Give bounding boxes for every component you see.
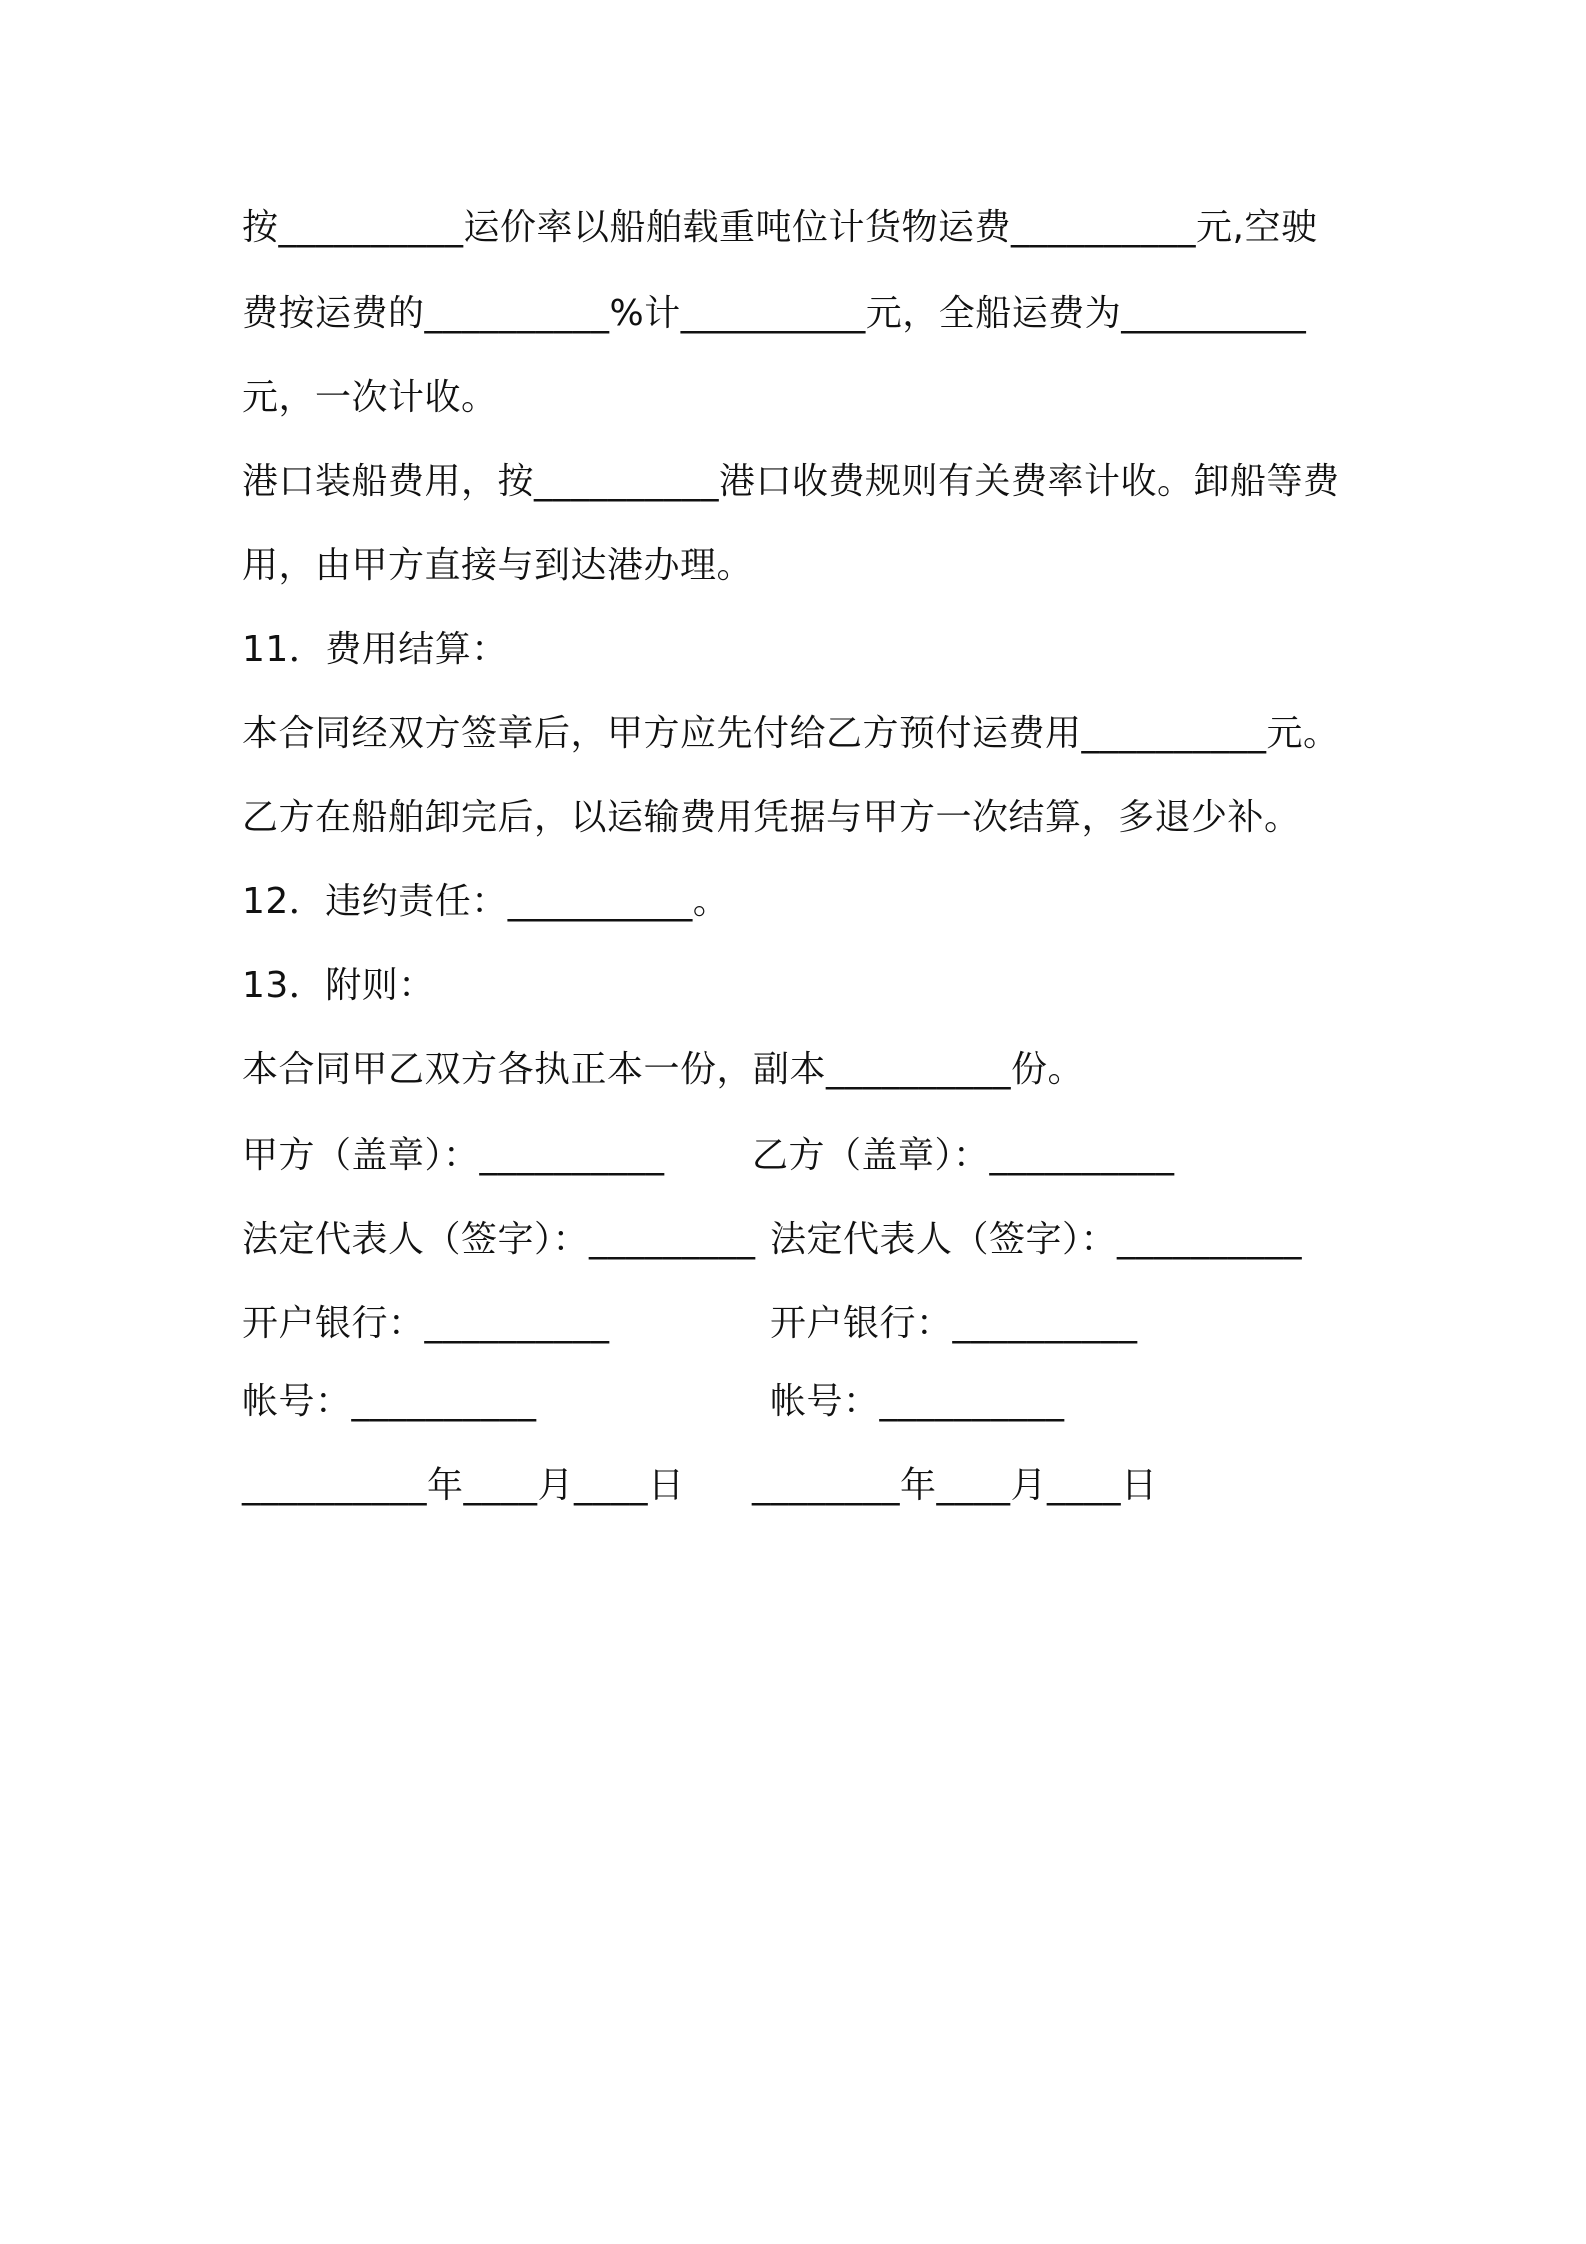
representative-row	[242, 1210, 1372, 1270]
section-12-breach-line: 12．违约责任：__________。	[242, 881, 730, 922]
section-13-heading: 13．附则：	[242, 965, 435, 1006]
party-a-bank: 开户银行：__________	[242, 1303, 610, 1344]
party-a-representative: 法定代表人（签字）：_________	[242, 1219, 756, 1260]
party-a-account: 帐号：__________	[242, 1381, 537, 1422]
date-row	[242, 1456, 1372, 1516]
seal-row	[242, 1126, 1372, 1186]
one-time-charge-line: 元，一次计收。	[242, 377, 498, 418]
party-b-seal: 乙方（盖章）：__________	[752, 1135, 1175, 1176]
settlement-line: 乙方在船舶卸完后，以运输费用凭据与甲方一次结算，多退少补。	[242, 797, 1301, 838]
party-b-representative: 法定代表人（签字）：__________	[770, 1219, 1303, 1260]
freight-rate-line: 按__________运价率以船舶载重吨位计货物运费__________元,空驶	[242, 207, 1318, 248]
account-row	[242, 1372, 1372, 1432]
party-b-account: 帐号：__________	[770, 1381, 1065, 1422]
copies-line: 本合同甲乙双方各执正本一份，副本__________份。	[242, 1049, 1085, 1090]
party-a-seal: 甲方（盖章）：__________	[242, 1135, 665, 1176]
party-b-date: ________年____月____日	[752, 1465, 1158, 1506]
party-b-bank: 开户银行：__________	[770, 1303, 1138, 1344]
unloading-fee-line: 用，由甲方直接与到达港办理。	[242, 545, 754, 586]
bank-row	[242, 1294, 1372, 1354]
empty-voyage-fee-line: 费按运费的__________%计__________元，全船运费为__________	[242, 293, 1307, 334]
prepayment-line: 本合同经双方签章后，甲方应先付给乙方预付运费用__________元。	[242, 713, 1340, 754]
party-a-date: __________年____月____日	[242, 1465, 685, 1506]
section-11-heading: 11．费用结算：	[242, 629, 508, 670]
port-loading-fee-line: 港口装船费用，按__________港口收费规则有关费率计收。卸船等费	[242, 461, 1340, 502]
